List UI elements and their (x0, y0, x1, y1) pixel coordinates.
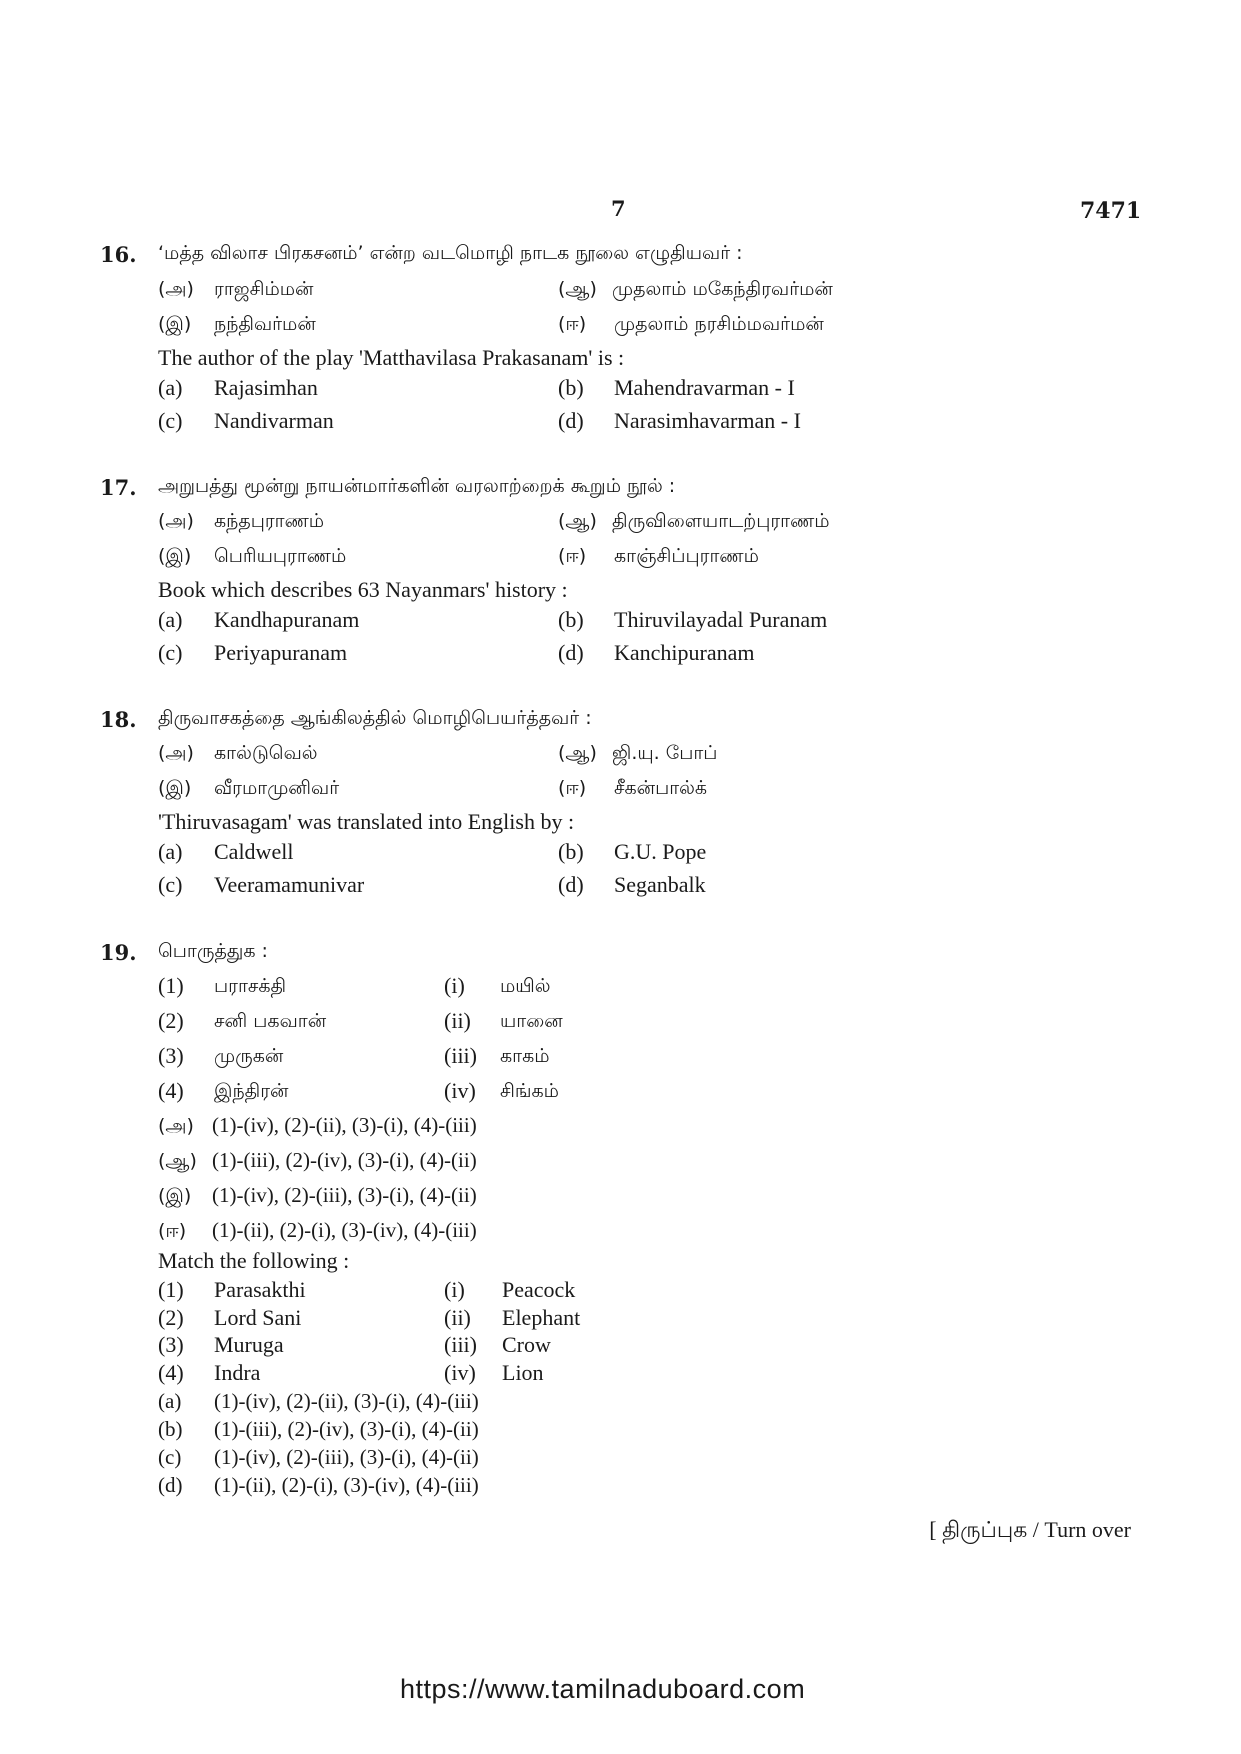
option-label: (அ) (158, 510, 194, 532)
choice-label: (ஈ) (158, 1220, 187, 1242)
match-right-text: மயில் (500, 975, 551, 997)
option-text: Nandivarman (214, 408, 334, 433)
match-left-label: (4) (158, 1078, 184, 1103)
match-left-label: (1) (158, 973, 184, 998)
match-right-text: Crow (502, 1332, 551, 1357)
option-label: (b) (558, 375, 584, 400)
option-text: Caldwell (214, 839, 294, 864)
option-label: (a) (158, 375, 183, 400)
match-left-text: சனி பகவான் (214, 1010, 327, 1032)
match-left-label: (1) (158, 1277, 184, 1302)
question-text-english: Match the following : (158, 1248, 350, 1273)
match-right-text: Elephant (502, 1305, 581, 1330)
option-label: (d) (558, 872, 584, 897)
choice-label: (a) (158, 1389, 182, 1413)
option-label: (a) (158, 839, 183, 864)
choice-text: (1)-(iii), (2)-(iv), (3)-(i), (4)-(ii) (212, 1148, 477, 1172)
option-label: (d) (558, 408, 584, 433)
option-label: (ஈ) (558, 777, 587, 799)
option-text: வீரமாமுனிவர் (214, 777, 340, 799)
option-text: ஜி.யு. போப் (612, 742, 718, 764)
choice-label: (இ) (158, 1185, 192, 1207)
option-text: ராஜசிம்மன் (214, 278, 314, 300)
choice-text: (1)-(ii), (2)-(i), (3)-(iv), (4)-(iii) (212, 1218, 477, 1242)
option-text: கால்டுவெல் (214, 742, 318, 764)
match-right-label: (i) (444, 973, 465, 998)
option-label: (b) (558, 839, 584, 864)
match-right-text: காகம் (500, 1045, 550, 1067)
option-label: (இ) (158, 545, 192, 567)
option-text: Rajasimhan (214, 375, 318, 400)
choice-label: (ஆ) (158, 1150, 197, 1172)
option-text: திருவிளையாடற்புராணம் (612, 510, 830, 532)
question-text-tamil: ‘மத்த விலாச பிரகசனம்’ என்ற வடமொழி நாடக நூலை எழுதியவர் : (158, 242, 743, 264)
option-text: கந்தபுராணம் (214, 510, 325, 532)
option-text: Narasimhavarman - I (614, 408, 801, 433)
choice-label: (b) (158, 1417, 183, 1441)
match-left-text: Indra (214, 1360, 261, 1385)
match-left-text: Muruga (214, 1332, 284, 1357)
match-right-label: (iii) (444, 1332, 477, 1357)
option-text: முதலாம் மகேந்திரவர்மன் (612, 278, 833, 300)
option-text: சீகன்பால்க் (614, 777, 708, 799)
option-text: முதலாம் நரசிம்மவர்மன் (614, 313, 824, 335)
option-label: (b) (558, 607, 584, 632)
question-text-english: Book which describes 63 Nayanmars' history : (158, 577, 568, 602)
question-text-english: 'Thiruvasagam' was translated into English by : (158, 809, 575, 834)
option-text: நந்திவர்மன் (214, 313, 316, 335)
option-text: பெரியபுராணம் (214, 545, 347, 567)
choice-text: (1)-(iv), (2)-(iii), (3)-(i), (4)-(ii) (214, 1445, 479, 1469)
option-label: (அ) (158, 742, 194, 764)
match-left-label: (2) (158, 1008, 184, 1033)
choice-text: (1)-(ii), (2)-(i), (3)-(iv), (4)-(iii) (214, 1473, 479, 1497)
question-number: 18. (100, 707, 137, 732)
match-right-label: (ii) (444, 1305, 471, 1330)
option-text: Kandhapuranam (214, 607, 360, 632)
option-label: (ஆ) (558, 278, 597, 300)
match-right-label: (i) (444, 1277, 465, 1302)
question-text-tamil: அறுபத்து மூன்று நாயன்மார்களின் வரலாற்றைக் கூறும் நூல் : (158, 475, 676, 497)
choice-text: (1)-(iv), (2)-(iii), (3)-(i), (4)-(ii) (212, 1183, 477, 1207)
turn-over-note: [ திருப்புக / Turn over (929, 1517, 1131, 1542)
option-text: Seganbalk (614, 872, 706, 897)
match-right-text: சிங்கம் (500, 1080, 559, 1102)
option-text: G.U. Pope (614, 839, 707, 864)
match-left-text: Lord Sani (214, 1305, 302, 1330)
choice-label: (அ) (158, 1115, 194, 1137)
match-left-label: (2) (158, 1305, 184, 1330)
option-label: (c) (158, 408, 183, 433)
page-number: 7 (611, 196, 626, 221)
match-left-label: (3) (158, 1332, 184, 1357)
option-text: Periyapuranam (214, 640, 348, 665)
option-text: Thiruvilayadal Puranam (614, 607, 828, 632)
option-label: (அ) (158, 278, 194, 300)
option-label: (ஆ) (558, 510, 597, 532)
option-label: (d) (558, 640, 584, 665)
option-label: (ஆ) (558, 742, 597, 764)
choice-label: (c) (158, 1445, 182, 1469)
match-left-label: (4) (158, 1360, 184, 1385)
question-number: 16. (100, 242, 137, 267)
option-label: (ஈ) (558, 313, 587, 335)
option-text: காஞ்சிப்புராணம் (614, 545, 759, 567)
choice-label: (d) (158, 1473, 183, 1497)
option-text: Kanchipuranam (614, 640, 755, 665)
match-left-text: பராசக்தி (214, 975, 287, 997)
question-number: 17. (100, 475, 137, 500)
option-label: (ஈ) (558, 545, 587, 567)
question-text-tamil: பொருத்துக : (158, 940, 268, 962)
option-label: (c) (158, 872, 183, 897)
match-left-label: (3) (158, 1043, 184, 1068)
match-left-text: Parasakthi (214, 1277, 306, 1302)
match-left-text: இந்திரன் (214, 1080, 289, 1102)
question-text-tamil: திருவாசகத்தை ஆங்கிலத்தில் மொழிபெயர்த்தவர் : (158, 707, 592, 729)
match-right-text: யானை (500, 1010, 563, 1032)
option-text: Veeramamunivar (214, 872, 365, 897)
match-right-text: Peacock (502, 1277, 576, 1302)
match-right-label: (iv) (444, 1360, 476, 1385)
match-right-label: (iv) (444, 1078, 476, 1103)
question-text-english: The author of the play 'Matthavilasa Prakasanam' is : (158, 345, 625, 370)
website-url[interactable]: https://www.tamilnaduboard.com (400, 1674, 806, 1704)
choice-text: (1)-(iv), (2)-(ii), (3)-(i), (4)-(iii) (214, 1389, 479, 1413)
match-right-label: (iii) (444, 1043, 477, 1068)
option-label: (c) (158, 640, 183, 665)
question-number: 19. (100, 940, 137, 965)
option-label: (a) (158, 607, 183, 632)
option-label: (இ) (158, 777, 192, 799)
match-left-text: முருகன் (214, 1045, 284, 1067)
option-text: Mahendravarman - I (614, 375, 795, 400)
match-right-label: (ii) (444, 1008, 471, 1033)
option-label: (இ) (158, 313, 192, 335)
choice-text: (1)-(iii), (2)-(iv), (3)-(i), (4)-(ii) (214, 1417, 479, 1441)
match-right-text: Lion (502, 1360, 544, 1385)
choice-text: (1)-(iv), (2)-(ii), (3)-(i), (4)-(iii) (212, 1113, 477, 1137)
paper-code: 7471 (1080, 198, 1142, 224)
